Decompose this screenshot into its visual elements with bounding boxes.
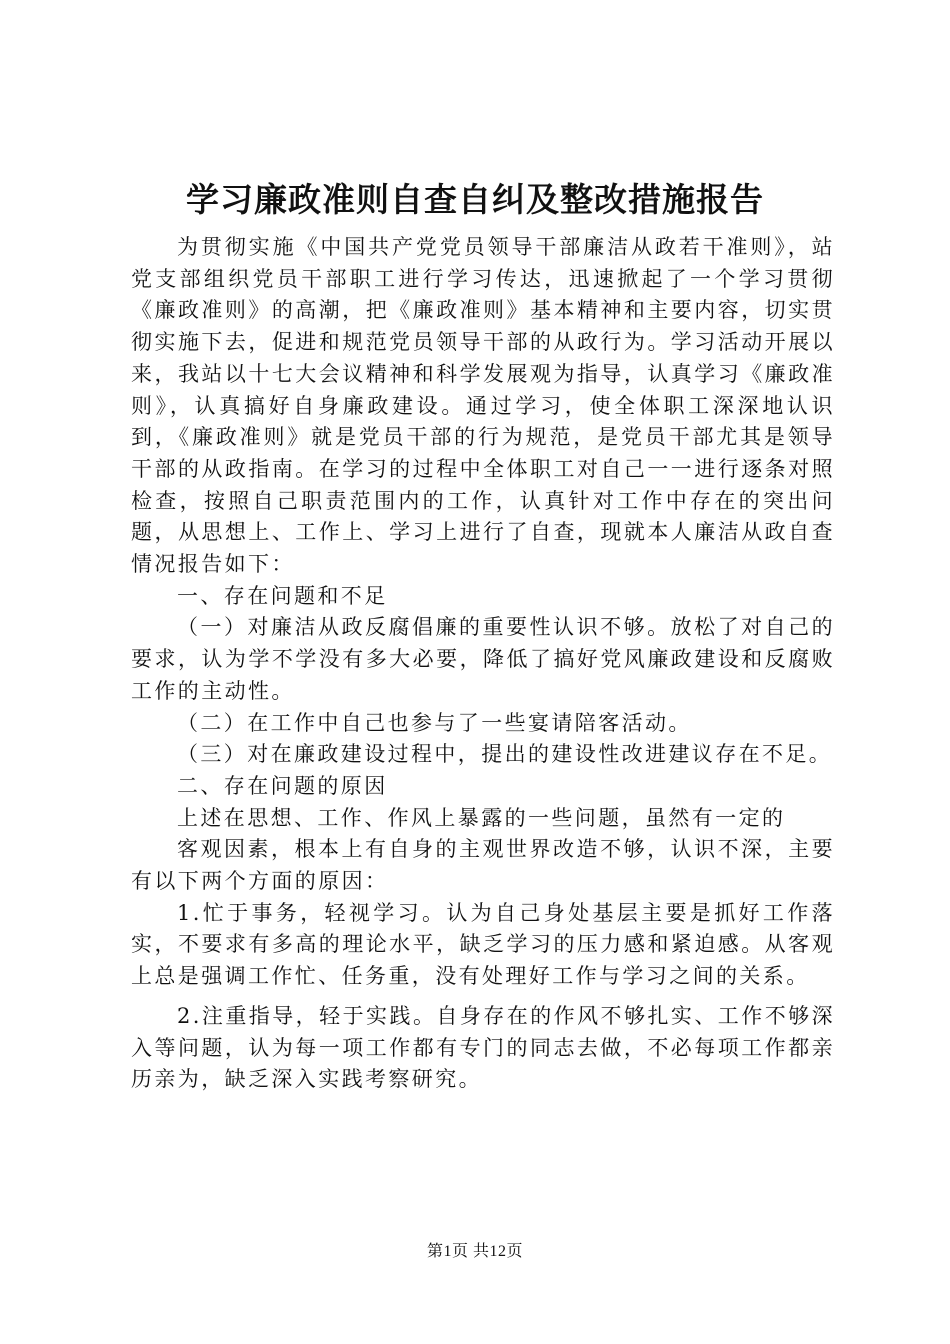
- paragraph-cause-1: 1.忙于事务，轻视学习。认为自己身处基层主要是抓好工作落实，不要求有多高的理论水平，缺乏学习的压力感和紧迫感。从客观上总是强调工作忙、任务重，没有处理好工作与学习之间的关系。: [131, 900, 835, 989]
- section-heading-causes: 二、存在问题的原因: [177, 773, 388, 798]
- paragraph-problem-2: （二）在工作中自己也参与了一些宴请陪客活动。: [177, 710, 692, 735]
- paragraph-causes-continued: 客观因素，根本上有自身的主观世界改造不够，认识不深，主要有以下两个方面的原因：: [131, 837, 835, 894]
- paragraph-cause-2: 2.注重指导，轻于实践。自身存在的作风不够扎实、工作不够深入等问题，认为每一项工作都有专门的同志去做，不必每项工作都亲历亲为，缺乏深入实践考察研究。: [131, 1003, 835, 1092]
- page-number-footer: 第1页 共12页: [426, 1243, 523, 1260]
- section-heading-problems: 一、存在问题和不足: [177, 583, 388, 608]
- document-body: [131, 232, 835, 1096]
- paragraph-causes-lead: 上述在思想、工作、作风上暴露的一些问题，虽然有一定的: [177, 805, 786, 830]
- paragraph-intro: 为贯彻实施《中国共产党党员领导干部廉洁从政若干准则》，站党支部组织党员干部职工进行学习传达，迅速掀起了一个学习贯彻《廉政准则》的高潮，把《廉政准则》基本精神和主要内容，切实贯彻实施下去，促进和规范党员领导干部的从政行为。学习活动开展以来，我站以十七大会议精神和科学发展观为指导，认真学习《廉政准则》，认真搞好自身廉政建设。通过学习，使全体职工深深地认识到，《廉政准则》就是党员干部的行为规范，是党员干部尤其是领导干部的从政指南。在学习的过程中全体职工对自己一一进行逐条对照检查，按照自己职责范围内的工作，认真针对工作中存在的突出问题，从思想上、工作上、学习上进行了自查，现就本人廉洁从政自查情况报告如下：: [131, 235, 835, 577]
- document-title: 学习廉政准则自查自纠及整改措施报告: [186, 180, 764, 219]
- paragraph-problem-3: （三）对在廉政建设过程中，提出的建设性改进建议存在不足。: [177, 742, 833, 767]
- paragraph-problem-1: （一）对廉洁从政反腐倡廉的重要性认识不够。放松了对自己的要求，认为学不学没有多大必要，降低了搞好党风廉政建设和反腐败工作的主动性。: [131, 615, 835, 703]
